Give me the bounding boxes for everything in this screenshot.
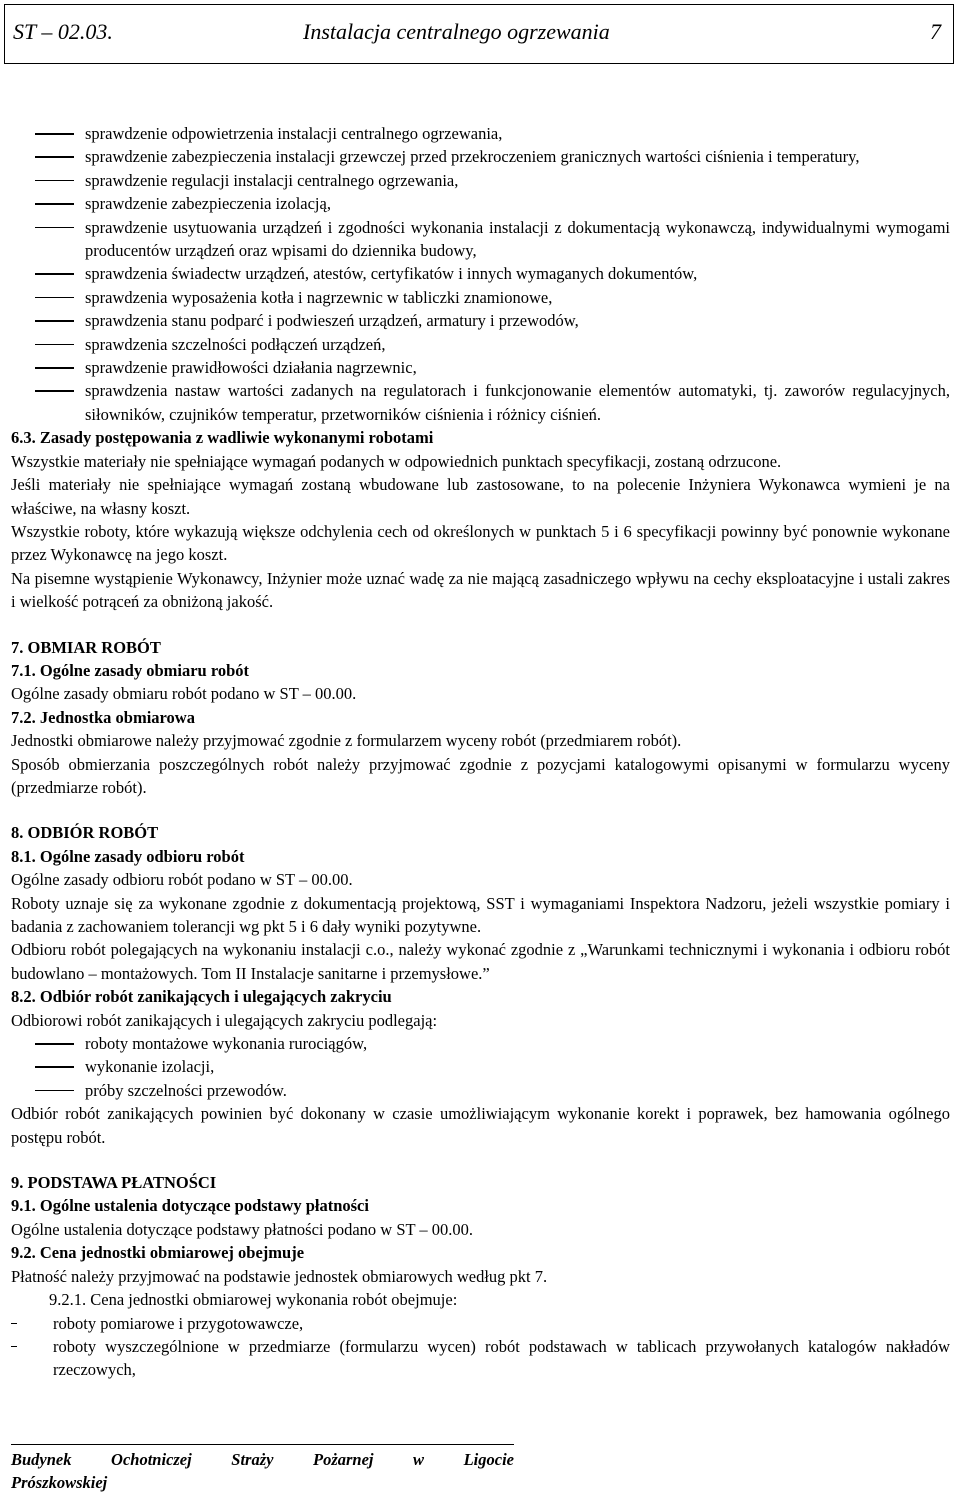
footer-line: Prószkowskiej [11, 1473, 108, 1493]
list-item: roboty montażowe wykonania rurociągów, [11, 1032, 950, 1055]
subsection-heading-8-1: 8.1. Ogólne zasady odbioru robót [11, 846, 245, 866]
footer-line: Budynek Ochotniczej Straży Pożarnej w Ligocie [11, 1450, 514, 1469]
page-number: 7 [930, 19, 941, 44]
paragraph: Odbioru robót polegających na wykonaniu instalacji c.o., należy wykonać zgodnie z „Warunkami technicznymi i wykonania i odbioru robót budowlano – montażowych. Tom II Instalacje sanitarne i przemysłowe.” [11, 940, 950, 983]
list-item: sprawdzenia szczelności podłączeń urządzeń, [11, 333, 950, 356]
list-item: sprawdzenie odpowietrzenia instalacji centralnego ogrzewania, [11, 122, 950, 145]
list-item: sprawdzenie zabezpieczenia izolacją, [11, 192, 950, 215]
list-item: sprawdzenia nastaw wartości zadanych na regulatorach i funkcjonowanie elementów automatyki, tj. zaworów regulacyjnych, siłowników, czujników temperatur, przetworników ciśnienia i różnicy ciśnień. [11, 379, 950, 426]
list-item: sprawdzenia wyposażenia kotła i nagrzewnic w tabliczki znamionowe, [11, 286, 950, 309]
checks-list [11, 122, 950, 426]
list-item: sprawdzenia stanu podparć i podwieszeń urządzeń, armatury i przewodów, [11, 309, 950, 332]
subsection-heading-7-2: 7.2. Jednostka obmiarowa [11, 707, 195, 727]
paragraph: Ogólne zasady odbioru robót podano w ST – 00.00. [11, 870, 353, 890]
paragraph: Jednostki obmiarowe należy przyjmować zgodnie z formularzem wyceny robót (przedmiarem robót). [11, 731, 682, 751]
paragraph: Ogólne ustalenia dotyczące podstawy płatności podano w ST – 00.00. [11, 1219, 474, 1239]
paragraph: Odbiorowi robót zanikających i ulegających zakryciu podlegają: [11, 1010, 438, 1030]
list-item: wykonanie izolacji, [11, 1055, 950, 1078]
list-item: roboty wyszczególnione w przedmiarze (formularzu wycen) robót podstawach w tablicach przywołanych katalogów nakładów rzeczowych, [11, 1335, 950, 1382]
list-item: sprawdzenie regulacji instalacji centralnego ogrzewania, [11, 169, 950, 192]
section-heading-8: 8. ODBIÓR ROBÓT [11, 823, 159, 843]
document-body [11, 122, 950, 1382]
footer-rule [11, 1444, 514, 1445]
paragraph-9-2-1: 9.2.1. Cena jednostki obmiarowej wykonania robót obejmuje: [49, 1290, 458, 1310]
section-heading-6-3: 6.3. Zasady postępowania z wadliwie wykonanymi robotami [11, 428, 434, 448]
list-item: roboty pomiarowe i przygotowawcze, [11, 1312, 950, 1335]
paragraph: Wszystkie roboty, które wykazują większe odchylenia cech od określonych w punktach 5 i 6 specyfikacji powinny być ponownie wykonane przez Wykonawcę na jego koszt. [11, 521, 950, 565]
list-item: sprawdzenie zabezpieczenia instalacji grzewczej przed przekroczeniem granicznych wartości ciśnienia i temperatury, [11, 145, 950, 168]
spec-code: ST – 02.03. [13, 19, 113, 44]
page-header [4, 4, 954, 64]
paragraph: Roboty uznaje się za wykonane zgodnie z dokumentacją projektową, SST i wymaganiami Inspektora Nadzoru, jeżeli wszystkie pomiary i badania z zachowaniem tolerancji wg pkt 5 i 6 dały wyniki pozytywne. [11, 893, 950, 936]
list-item: sprawdzenie prawidłowości działania nagrzewnic, [11, 356, 950, 379]
list-item: próby szczelności przewodów. [11, 1079, 950, 1102]
page-footer [11, 1448, 514, 1495]
list-item: sprawdzenia świadectw urządzeń, atestów, certyfikatów i innych wymaganych dokumentów, [11, 262, 950, 285]
paragraph: Płatność należy przyjmować na podstawie jednostek obmiarowych według pkt 7. [11, 1266, 548, 1286]
paragraph: Jeśli materiały nie spełniające wymagań zostaną wbudowane lub zastosowane, to na polecenie Inżyniera Wykonawca wymieni je na właściwe, na własny koszt. [11, 475, 950, 518]
paragraph: Sposób obmierzania poszczególnych robót należy przyjmować zgodnie z pozycjami katalogowymi opisanymi w formularzu wyceny (przedmiarze robót). [11, 754, 950, 797]
list-item: sprawdzenie usytuowania urządzeń i zgodności wykonania instalacji z dokumentacją wykonawczą, indywidualnymi wymogami producentów urządzeń oraz wpisami do dziennika budowy, [11, 216, 950, 263]
spec-title: Instalacja centralnego ogrzewania [303, 19, 610, 44]
subsection-heading-7-1: 7.1. Ogólne zasady obmiaru robót [11, 660, 250, 680]
section-heading-9: 9. PODSTAWA PŁATNOŚCI [11, 1173, 217, 1193]
section-heading-7: 7. OBMIAR ROBÓT [11, 637, 161, 657]
subsection-heading-9-2: 9.2. Cena jednostki obmiarowej obejmuje [11, 1243, 305, 1263]
subsection-heading-9-1: 9.1. Ogólne ustalenia dotyczące podstawy płatności [11, 1196, 369, 1216]
paragraph: Na pisemne wystąpienie Wykonawcy, Inżynier może uznać wadę za nie mającą zasadniczego wpływu na cechy eksploatacyjne i ustali zakres i wielkość potrąceń za obniżoną jakość. [11, 568, 950, 612]
paragraph: Wszystkie materiały nie spełniające wymagań podanych w odpowiednich punktach specyfikacji, zostaną odrzucone. [11, 451, 782, 471]
paragraph: Ogólne zasady obmiaru robót podano w ST – 00.00. [11, 684, 357, 704]
subsection-heading-8-2: 8.2. Odbiór robót zanikających i ulegających zakryciu [11, 987, 392, 1007]
paragraph: Odbiór robót zanikających powinien być dokonany w czasie umożliwiającym wykonanie korekt i poprawek, bez hamowania ogólnego postępu robót. [11, 1104, 950, 1147]
